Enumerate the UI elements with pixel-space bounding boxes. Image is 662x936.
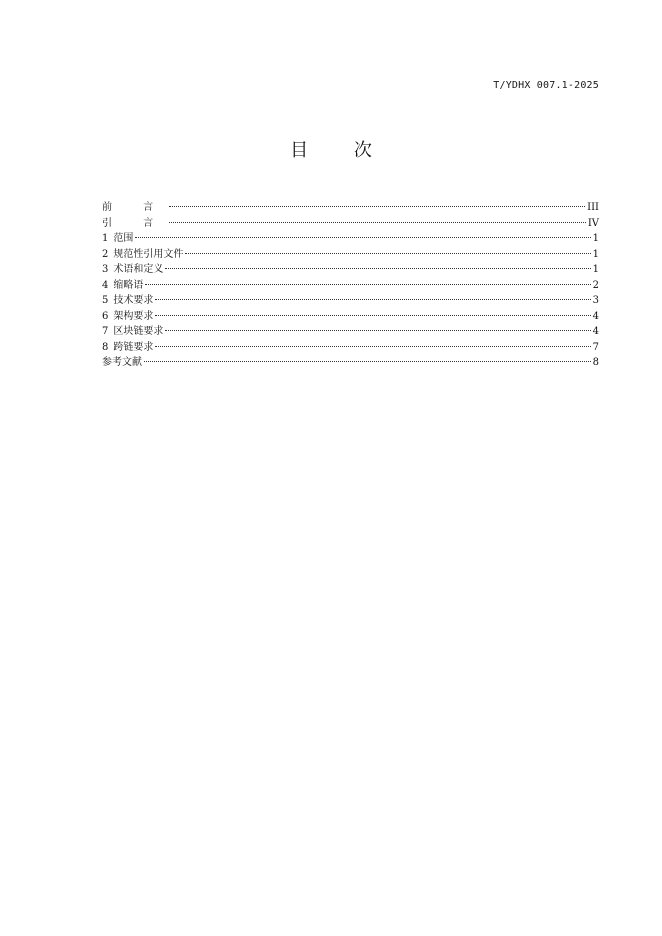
toc-entry-label: 前 言 [102,202,168,213]
toc-entry-number: 4 [102,279,109,291]
toc-dot-leader [165,330,590,331]
toc-entry-foreword[interactable] [102,200,599,216]
toc-entry-page: III [587,202,599,213]
toc-entry-normative-references[interactable] [102,247,599,263]
toc-entry-number: 1 [102,233,109,244]
toc-dot-leader [155,346,590,347]
toc-entry-introduction[interactable] [102,216,599,232]
toc-dot-leader [185,253,590,254]
toc-dot-leader [169,222,586,223]
toc-entry-number: 3 [102,264,109,275]
toc-entry-number: 6 [102,310,109,322]
toc-entry-label: 架构要求 [113,310,154,322]
toc-entry-terms-definitions[interactable] [102,262,599,278]
toc-entry-abbreviations[interactable] [102,278,599,294]
toc-entry-page: 2 [592,279,599,291]
toc-entry-label: 参考文献 [102,357,142,368]
toc-entry-scope[interactable] [102,231,599,247]
toc-entry-page: 1 [592,233,599,244]
toc-dot-leader [155,315,590,316]
toc-entry-number: 7 [102,326,109,337]
toc-title: 目 次 [290,140,392,161]
toc-entry-page: 8 [592,357,599,368]
toc-dot-leader [144,361,591,362]
toc-entry-page: 1 [592,264,599,275]
document-code: T/YDHX 007.1-2025 [493,80,599,91]
toc-entry-label: 范围 [113,233,134,244]
toc-entry-label: 跨链要求 [113,341,154,353]
toc-entry-page: IV [587,217,599,229]
toc-dot-leader [135,237,590,238]
toc-entry-label: 术语和定义 [113,264,164,275]
toc-entry-page: 3 [592,295,599,306]
toc-entry-label: 区块链要求 [113,326,164,337]
toc-entry-bibliography[interactable] [102,355,599,371]
toc-entry-page: 7 [592,341,599,353]
toc-dot-leader [165,268,590,269]
toc-entry-number: 8 [102,341,109,353]
toc-entry-page: 1 [592,248,599,260]
toc-entry-cross-chain-requirements[interactable] [102,340,599,356]
toc-entry-page: 4 [592,326,599,337]
toc-dot-leader [155,299,590,300]
toc-dot-leader [145,284,590,285]
toc-entry-label: 规范性引用文件 [113,248,184,260]
toc-entry-architecture-requirements[interactable] [102,309,599,325]
toc-entry-label: 技术要求 [113,295,154,306]
table-of-contents [102,200,599,371]
toc-entry-label: 引 言 [102,217,168,229]
toc-entry-number: 2 [102,248,109,260]
toc-entry-label: 缩略语 [113,279,144,291]
toc-entry-number: 5 [102,295,109,306]
toc-entry-page: 4 [592,310,599,322]
toc-entry-blockchain-requirements[interactable] [102,324,599,340]
toc-entry-technical-requirements[interactable] [102,293,599,309]
toc-dot-leader [169,206,585,207]
